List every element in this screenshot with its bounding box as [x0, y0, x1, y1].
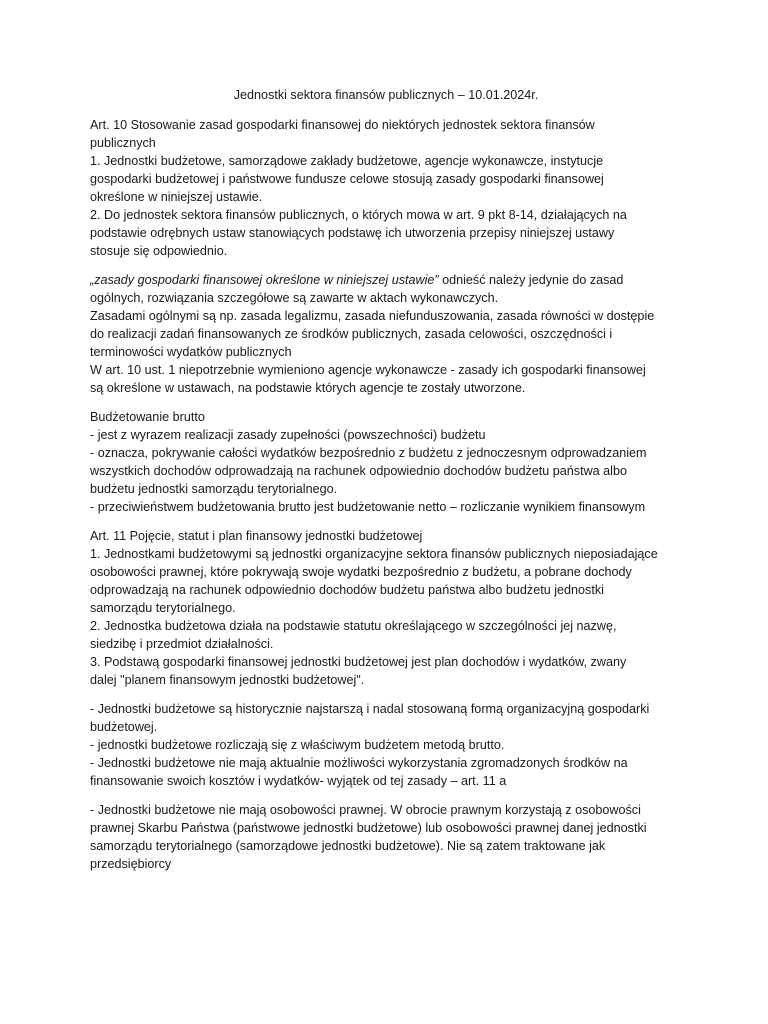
paragraph-budzetowanie-brutto	[90, 408, 682, 516]
text-line: publicznych	[90, 136, 156, 150]
text-line: terminowości wydatków publicznych	[90, 345, 292, 359]
text-line: Art. 10 Stosowanie zasad gospodarki finansowej do niektórych jednostek sektora finansów	[90, 118, 595, 132]
text-line: - Jednostki budżetowe są historycznie najstarszą i nadal stosowaną formą organizacyjną gospodarki	[90, 702, 650, 716]
text-line: 2. Do jednostek sektora finansów publicznych, o których mowa w art. 9 pkt 8-14, działających na	[90, 208, 627, 222]
text-line: - przeciwieństwem budżetowania brutto jest budżetowanie netto – rozliczanie wynikiem finansowym	[90, 500, 646, 514]
text-line: 3. Podstawą gospodarki finansowej jednostki budżetowej jest plan dochodów i wydatków, zwany	[90, 655, 627, 669]
text-line: - oznacza, pokrywanie całości wydatków bezpośrednio z budżetu z jednoczesnym odprowadzaniem	[90, 446, 647, 460]
text-line: - Jednostki budżetowe nie mają osobowości prawnej. W obrocie prawnym korzystają z osobowości	[90, 803, 641, 817]
text-line: wszystkich dochodów odprowadzają na rachunek odpowiednio dochodów budżetu państwa albo	[90, 464, 627, 478]
paragraph-art-10	[90, 116, 682, 260]
text-line: siedzibę i przedmiot działalności.	[90, 637, 274, 651]
text-line: dalej "planem finansowym jednostki budżetowej".	[90, 673, 365, 687]
text-line: Art. 11 Pojęcie, statut i plan finansowy jednostki budżetowej	[90, 529, 423, 543]
paragraph-commentary	[90, 271, 682, 397]
text-line: Budżetowanie brutto	[90, 410, 205, 424]
text-line: odprowadzają na rachunek odpowiednio dochodów budżetu państwa albo budżetu jednostki	[90, 583, 604, 597]
text-line: 1. Jednostkami budżetowymi są jednostki organizacyjne sektora finansów publicznych nieposiadające	[90, 547, 658, 561]
text-fragment: odnieść należy jedynie do zasad	[438, 273, 624, 287]
text-line: podstawie odrębnych ustaw stanowiących podstawę ich utworzenia przepisy niniejszej ustawy	[90, 226, 615, 240]
text-line: osobowości prawnej, które pokrywają swoje wydatki bezpośrednio z budżetu, a pobrane dochody	[90, 565, 632, 579]
text-line: - jest z wyrazem realizacji zasady zupełności (powszechności) budżetu	[90, 428, 486, 442]
text-line: gospodarki budżetowej i państwowe fundusze celowe stosują zasady gospodarki finansowej	[90, 172, 604, 186]
text-line: 1. Jednostki budżetowe, samorządowe zakłady budżetowe, agencje wykonawcze, instytucje	[90, 154, 604, 168]
text-line: - Jednostki budżetowe nie mają aktualnie możliwości wykorzystania zgromadzonych środków na	[90, 756, 628, 770]
text-line: budżetowej.	[90, 720, 158, 734]
text-line: budżetu jednostki samorządu terytorialnego.	[90, 482, 338, 496]
text-line: samorządu terytorialnego.	[90, 601, 236, 615]
text-line: 2. Jednostka budżetowa działa na podstawie statutu określającego w szczególności jej nazwę,	[90, 619, 617, 633]
text-line: finansowanie swoich kosztów i wydatków- wyjątek od tej zasady – art. 11 a	[90, 774, 507, 788]
text-line: do realizacji zadań finansowanych ze środków publicznych, zasada celowości, oszczędności i	[90, 327, 613, 341]
text-line: Zasadami ogólnymi są np. zasada legalizmu, zasada niefunduszowania, zasada równości w dostępie	[90, 309, 655, 323]
text-line: prawnej Skarbu Państwa (państwowe jednostki budżetowe) lub osobowości prawnej danej jednostki	[90, 821, 647, 835]
document-title: Jednostki sektora finansów publicznych – 10.01.2024r.	[233, 88, 539, 102]
paragraph-characteristics	[90, 700, 682, 790]
text-line: samorządu terytorialnego (samorządowe jednostki budżetowe). Nie są zatem traktowane jak	[90, 839, 606, 853]
italic-quote: „zasady gospodarki finansowej określone w niniejszej ustawie”	[90, 273, 439, 287]
text-line: przedsiębiorcy	[90, 857, 172, 871]
text-line: są określone w ustawach, na podstawie których agencje te zostały utworzone.	[90, 381, 526, 395]
text-line: - jednostki budżetowe rozliczają się z właściwym budżetem metodą brutto.	[90, 738, 505, 752]
text-line: stosuje się odpowiednio.	[90, 244, 228, 258]
text-line: W art. 10 ust. 1 niepotrzebnie wymieniono agencje wykonawcze - zasady ich gospodarki finansowej	[90, 363, 646, 377]
paragraph-legal-personality	[90, 801, 682, 873]
text-line: ogólnych, rozwiązania szczegółowe są zawarte w aktach wykonawczych.	[90, 291, 499, 305]
text-line: określone w niniejszej ustawie.	[90, 190, 263, 204]
paragraph-art-11	[90, 527, 682, 689]
document-page	[90, 86, 682, 884]
text-line	[90, 271, 682, 289]
